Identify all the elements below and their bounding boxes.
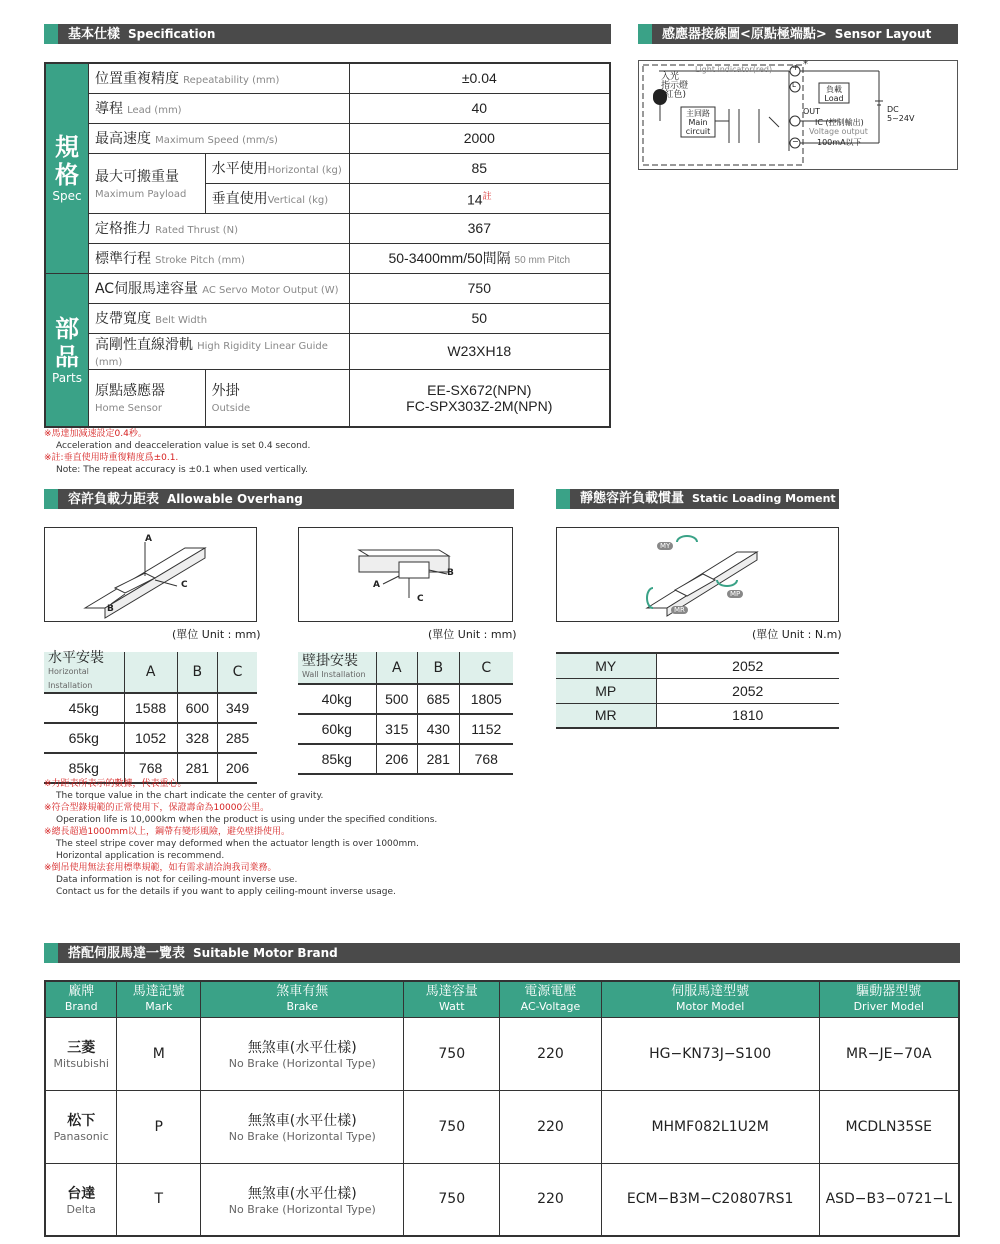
table-row: MY 2052 <box>556 653 839 678</box>
spec-row: 高剛性直線滑軌 High Rigidity Linear Guide (mm) W23XH18 <box>45 333 610 369</box>
spec-row: 部 品 Parts AC伺服馬達容量 AC Servo Motor Output (W) 750 <box>45 273 610 303</box>
label-c: C <box>181 580 188 590</box>
wall-overhang-diagram <box>298 527 513 622</box>
table-row: 松下 Panasonic P 無煞車(水平仕樣) No Brake (Horizontal Type) 750 220 MHMF082L1U2M MCDLN35SE <box>45 1090 959 1163</box>
table-row: 40kg 500 685 1805 <box>298 684 513 714</box>
sensor-diagram <box>638 60 958 170</box>
spec-row: 最高速度 Maximum Speed (mm/s) 2000 <box>45 123 610 153</box>
table-row: MR 1810 <box>556 703 839 728</box>
overhang-section-header: 容許負載力距表 Allowable Overhang <box>44 489 514 509</box>
sensor-section-header: 感應器接線圖<原點極端點> Sensor Layout <box>638 24 958 44</box>
wall-unit-label: (單位 Unit : mm) <box>428 628 517 641</box>
label-a: A <box>373 580 380 590</box>
indicator-label: 入光 指示燈 (紅色) <box>661 72 689 100</box>
parts-side-label: 部 品 Parts <box>45 273 88 427</box>
light-indicator-label: Light indicator(red) <box>695 65 773 74</box>
table-row: 45kg 1588 600 349 <box>44 693 257 723</box>
horizontal-overhang-table: 水平安裝 Horizontal Installation A B C 45kg 1588 600 349 65kg 1052 328 285 85kg 768 281 206 <box>44 652 257 784</box>
spec-row: 垂直使用Vertical (kg) $14^註$ <box>45 183 610 213</box>
moment-diagram <box>556 527 839 622</box>
note-en: Acceleration and deacceleration value is set 0.4 second. <box>56 441 311 451</box>
note-zh: ※註:垂直使用時重復精度爲±0.1. <box>44 453 179 463</box>
voltage-label: Voltage output <box>809 127 868 136</box>
current-label: 100mA以下 <box>817 138 862 147</box>
spec-row: 皮帶寬度 Belt Width 50 <box>45 303 610 333</box>
spec-row: 規 格 Spec 位置重複精度 Repeatability (mm) ±0.04 <box>45 63 610 93</box>
spec-table <box>44 62 611 428</box>
motor-section-header: 搭配伺服馬達一覽表 Suitable Motor Brand <box>44 943 960 963</box>
wall-install-header: 壁掛安裝 Wall Installation <box>298 652 376 684</box>
table-row: 85kg 768 281 206 <box>44 753 257 783</box>
spec-side-label: 規 格 Spec <box>45 63 88 273</box>
motor-table-header: 廠牌 Brand 馬達記號 Mark 煞車有無 Brake 馬達容量 Watt 電源電壓 AC-Voltage 伺服馬達型號 Motor Model 驅動器型號 Driver Model <box>45 981 959 1017</box>
label-b: B <box>447 568 454 578</box>
spec-row: 標準行程 Stroke Pitch (mm) 50-3400mm/50間隔 50 mm Pitch <box>45 243 610 273</box>
spec-section-header <box>44 24 611 44</box>
mp-label: MP <box>727 590 743 598</box>
mr-label: MR <box>671 606 688 614</box>
moment-unit-label: (單位 Unit : N.m) <box>752 628 842 641</box>
table-row: 60kg 315 430 1152 <box>298 714 513 744</box>
out-label: OUT <box>803 107 821 116</box>
spec-notes <box>44 428 604 476</box>
main-circuit-label: 主回路 Main circuit <box>685 109 711 136</box>
label-a: A <box>145 534 152 544</box>
horizontal-unit-label: (單位 Unit : mm) <box>172 628 261 641</box>
table-row: 三菱 Mitsubishi M 無煞車(水平仕樣) No Brake (Horizontal Type) 750 220 HG−KN73J−S100 MR−JE−70A <box>45 1017 959 1090</box>
spec-row: 最大可搬重量 Maximum Payload 水平使用Horizontal (kg) 85 <box>45 153 610 183</box>
motor-table <box>44 980 960 1237</box>
wall-overhang-table: 壁掛安裝 Wall Installation A B C 40kg 500 685 1805 60kg 315 430 1152 85kg 206 281 768 <box>298 652 513 775</box>
spec-row: 定格推力 Rated Thrust (N) 367 <box>45 213 610 243</box>
dc-label: DC 5~24V <box>887 105 915 123</box>
plus-terminal: + <box>792 63 799 72</box>
load-label: 負載 Load <box>824 85 844 103</box>
l-terminal: L <box>792 81 796 89</box>
horizontal-install-header: 水平安裝 Horizontal Installation <box>44 652 124 693</box>
label-b: B <box>107 604 114 614</box>
star-mark: * <box>803 59 808 70</box>
spec-row: 原點感應器 Home Sensor 外掛 Outside EE-SX672(NPN) FC-SPX303Z-2M(NPN) <box>45 369 610 427</box>
moment-table <box>556 652 839 729</box>
spec-title-en: Specification <box>128 27 216 41</box>
table-row: 65kg 1052 328 285 <box>44 723 257 753</box>
my-label: MY <box>657 542 673 550</box>
wall-actuator-svg <box>299 528 512 621</box>
minus-terminal: − <box>792 137 799 146</box>
note-zh: ※馬達加減速設定0.4秒。 <box>44 429 147 439</box>
ic-label: IC (控制輸出) <box>815 118 864 127</box>
label-c: C <box>417 594 424 604</box>
table-row: MP 2052 <box>556 678 839 703</box>
note-en: Note: The repeat accuracy is ±0.1 when used vertically. <box>56 465 308 475</box>
table-row: 台達 Delta T 無煞車(水平仕樣) No Brake (Horizontal Type) 750 220 ECM−B3M−C20807RS1 ASD−B3−0721−L <box>45 1163 959 1236</box>
spec-title-zh: 基本仕樣 <box>68 27 121 42</box>
moment-actuator-svg <box>557 528 838 621</box>
overhang-notes: ※力距表所表示的數據，代表重心。 The torque value in the chart indicate the center of gravity. ※符合型錄規範的正常使用下，保證壽命為10000公里。 Operation life is 10,000km when the product is using under the specified conditions. ※總長超過1000mm以上，鋼帶有變形風險，避免壁掛使用。 The steel stripe cover may deformed when the actuator length is over 1000mm. Horizontal application is recommend. ※倒吊使用無法套用標準規範，如有需求請洽詢我司業務。 Data information is not for ceiling-mount inverse use. Contact us for the details if you want to apply ceiling-mount inverse usage. <box>44 779 438 897</box>
moment-section-header: 靜態容許負載慣量 Static Loading Moment <box>556 489 839 509</box>
horizontal-overhang-diagram <box>44 527 257 622</box>
table-row: 85kg 206 281 768 <box>298 744 513 774</box>
spec-row: 導程 Lead (mm) 40 <box>45 93 610 123</box>
